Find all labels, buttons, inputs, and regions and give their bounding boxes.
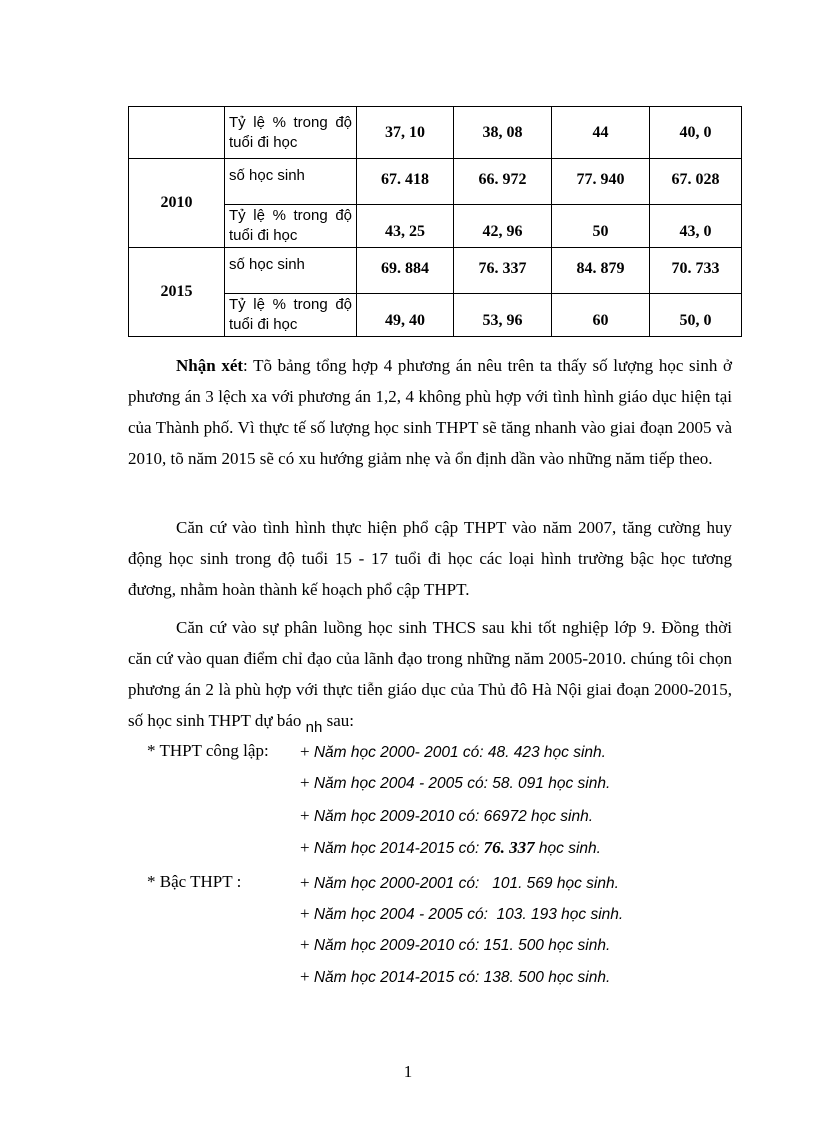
value-cell: 66. 972 — [454, 159, 552, 205]
value-cell: 43, 25 — [357, 205, 454, 248]
value-cell: 69. 884 — [357, 248, 454, 294]
value-cell: 67. 418 — [357, 159, 454, 205]
value-cell: 60 — [552, 294, 650, 337]
paragraph-universalization: Căn cứ vào tình hình thực hiện phổ cập THPT vào năm 2007, tăng cường huy động học sinh trong độ tuổi 15 - 17 tuổi đi học các loại hình trường bậc học tương đương, nhằm hoàn thành kế hoạch phổ cập THPT. — [128, 518, 732, 599]
subscript-text: nh — [305, 719, 323, 736]
value-cell: 49, 40 — [357, 294, 454, 337]
forecast-item: + Năm học 2014-2015 có: 76. 337 học sinh. — [300, 838, 601, 857]
forecast-item: + Năm học 2009-2010 có: 66972 học sinh. — [300, 806, 594, 825]
forecast-item: + Năm học 2004 - 2005 có: 58. 091 học sinh. — [300, 773, 611, 792]
value-cell: 44 — [552, 107, 650, 159]
year-cell: 2015 — [129, 248, 225, 337]
year-cell: 2010 — [129, 159, 225, 248]
value-cell: 53, 96 — [454, 294, 552, 337]
page-number: 1 — [403, 1062, 413, 1081]
remark-text: : Tõ bảng tổng hợp 4 phương án nêu trên ta thấy số lượng học sinh ở phương án 3 lệch xa với phương án 1,2, 4 không phù hợp với tình hình giáo dục hiện tại của Thành phố. Vì thực tế số lượng học sinh THPT sẽ tăng nhanh vào giai đoạn 2005 và 2010, tõ năm 2015 sẽ có xu hướng giảm nhẹ và ổn định dần vào những năm tiếp theo. — [128, 356, 732, 468]
table-row — [129, 107, 742, 159]
forecast-item: + Năm học 2000-2001 có: 101. 569 học sinh. — [300, 873, 619, 892]
value-cell: 76. 337 — [454, 248, 552, 294]
value-cell: 77. 940 — [552, 159, 650, 205]
forecast-item: + Năm học 2014-2015 có: 138. 500 học sinh. — [300, 967, 611, 986]
forecast-item: + Năm học 2009-2010 có: 151. 500 học sinh. — [300, 935, 611, 954]
value-cell: 38, 08 — [454, 107, 552, 159]
value-cell: 50 — [552, 205, 650, 248]
value-cell: 84. 879 — [552, 248, 650, 294]
row-label: Tỷ lệ % trong độ tuổi đi học — [225, 107, 357, 159]
table-row — [129, 159, 742, 205]
remark-title: Nhận xét — [176, 356, 244, 375]
forecast-item: + Năm học 2000- 2001 có: 48. 423 học sinh. — [300, 742, 606, 761]
value-cell: 50, 0 — [650, 294, 742, 337]
year-cell — [129, 107, 225, 159]
level-heading: * Bậc THPT : — [147, 872, 242, 891]
value-cell: 40, 0 — [650, 107, 742, 159]
value-cell: 67. 028 — [650, 159, 742, 205]
row-label: số học sinh — [225, 159, 357, 205]
row-label: số học sinh — [225, 248, 357, 294]
public-heading: * THPT công lập: — [147, 741, 269, 760]
paragraph-choice: Căn cứ vào sự phân luồng học sinh THCS sau khi tốt nghiệp lớp 9. Đồng thời căn cứ vào quan điểm chỉ đạo của lãnh đạo trong những năm 2005-2010. chúng tôi chọn phương án 2 là phù hợp với thực tiễn giáo dục của Thủ đô Hà Nội giai đoạn 2000-2015, số học sinh THPT dự báo nh sau: — [128, 618, 732, 736]
row-label: Tỷ lệ % trong độ tuổi đi học — [225, 294, 357, 337]
table-row — [129, 248, 742, 294]
value-cell: 37, 10 — [357, 107, 454, 159]
row-label: Tỷ lệ % trong độ tuổi đi học — [225, 205, 357, 248]
remark-paragraph — [128, 350, 732, 474]
value-cell: 42, 96 — [454, 205, 552, 248]
value-cell: 70. 733 — [650, 248, 742, 294]
forecast-table — [128, 106, 742, 337]
value-cell: 43, 0 — [650, 205, 742, 248]
forecast-item: + Năm học 2004 - 2005 có: 103. 193 học sinh. — [300, 904, 624, 923]
